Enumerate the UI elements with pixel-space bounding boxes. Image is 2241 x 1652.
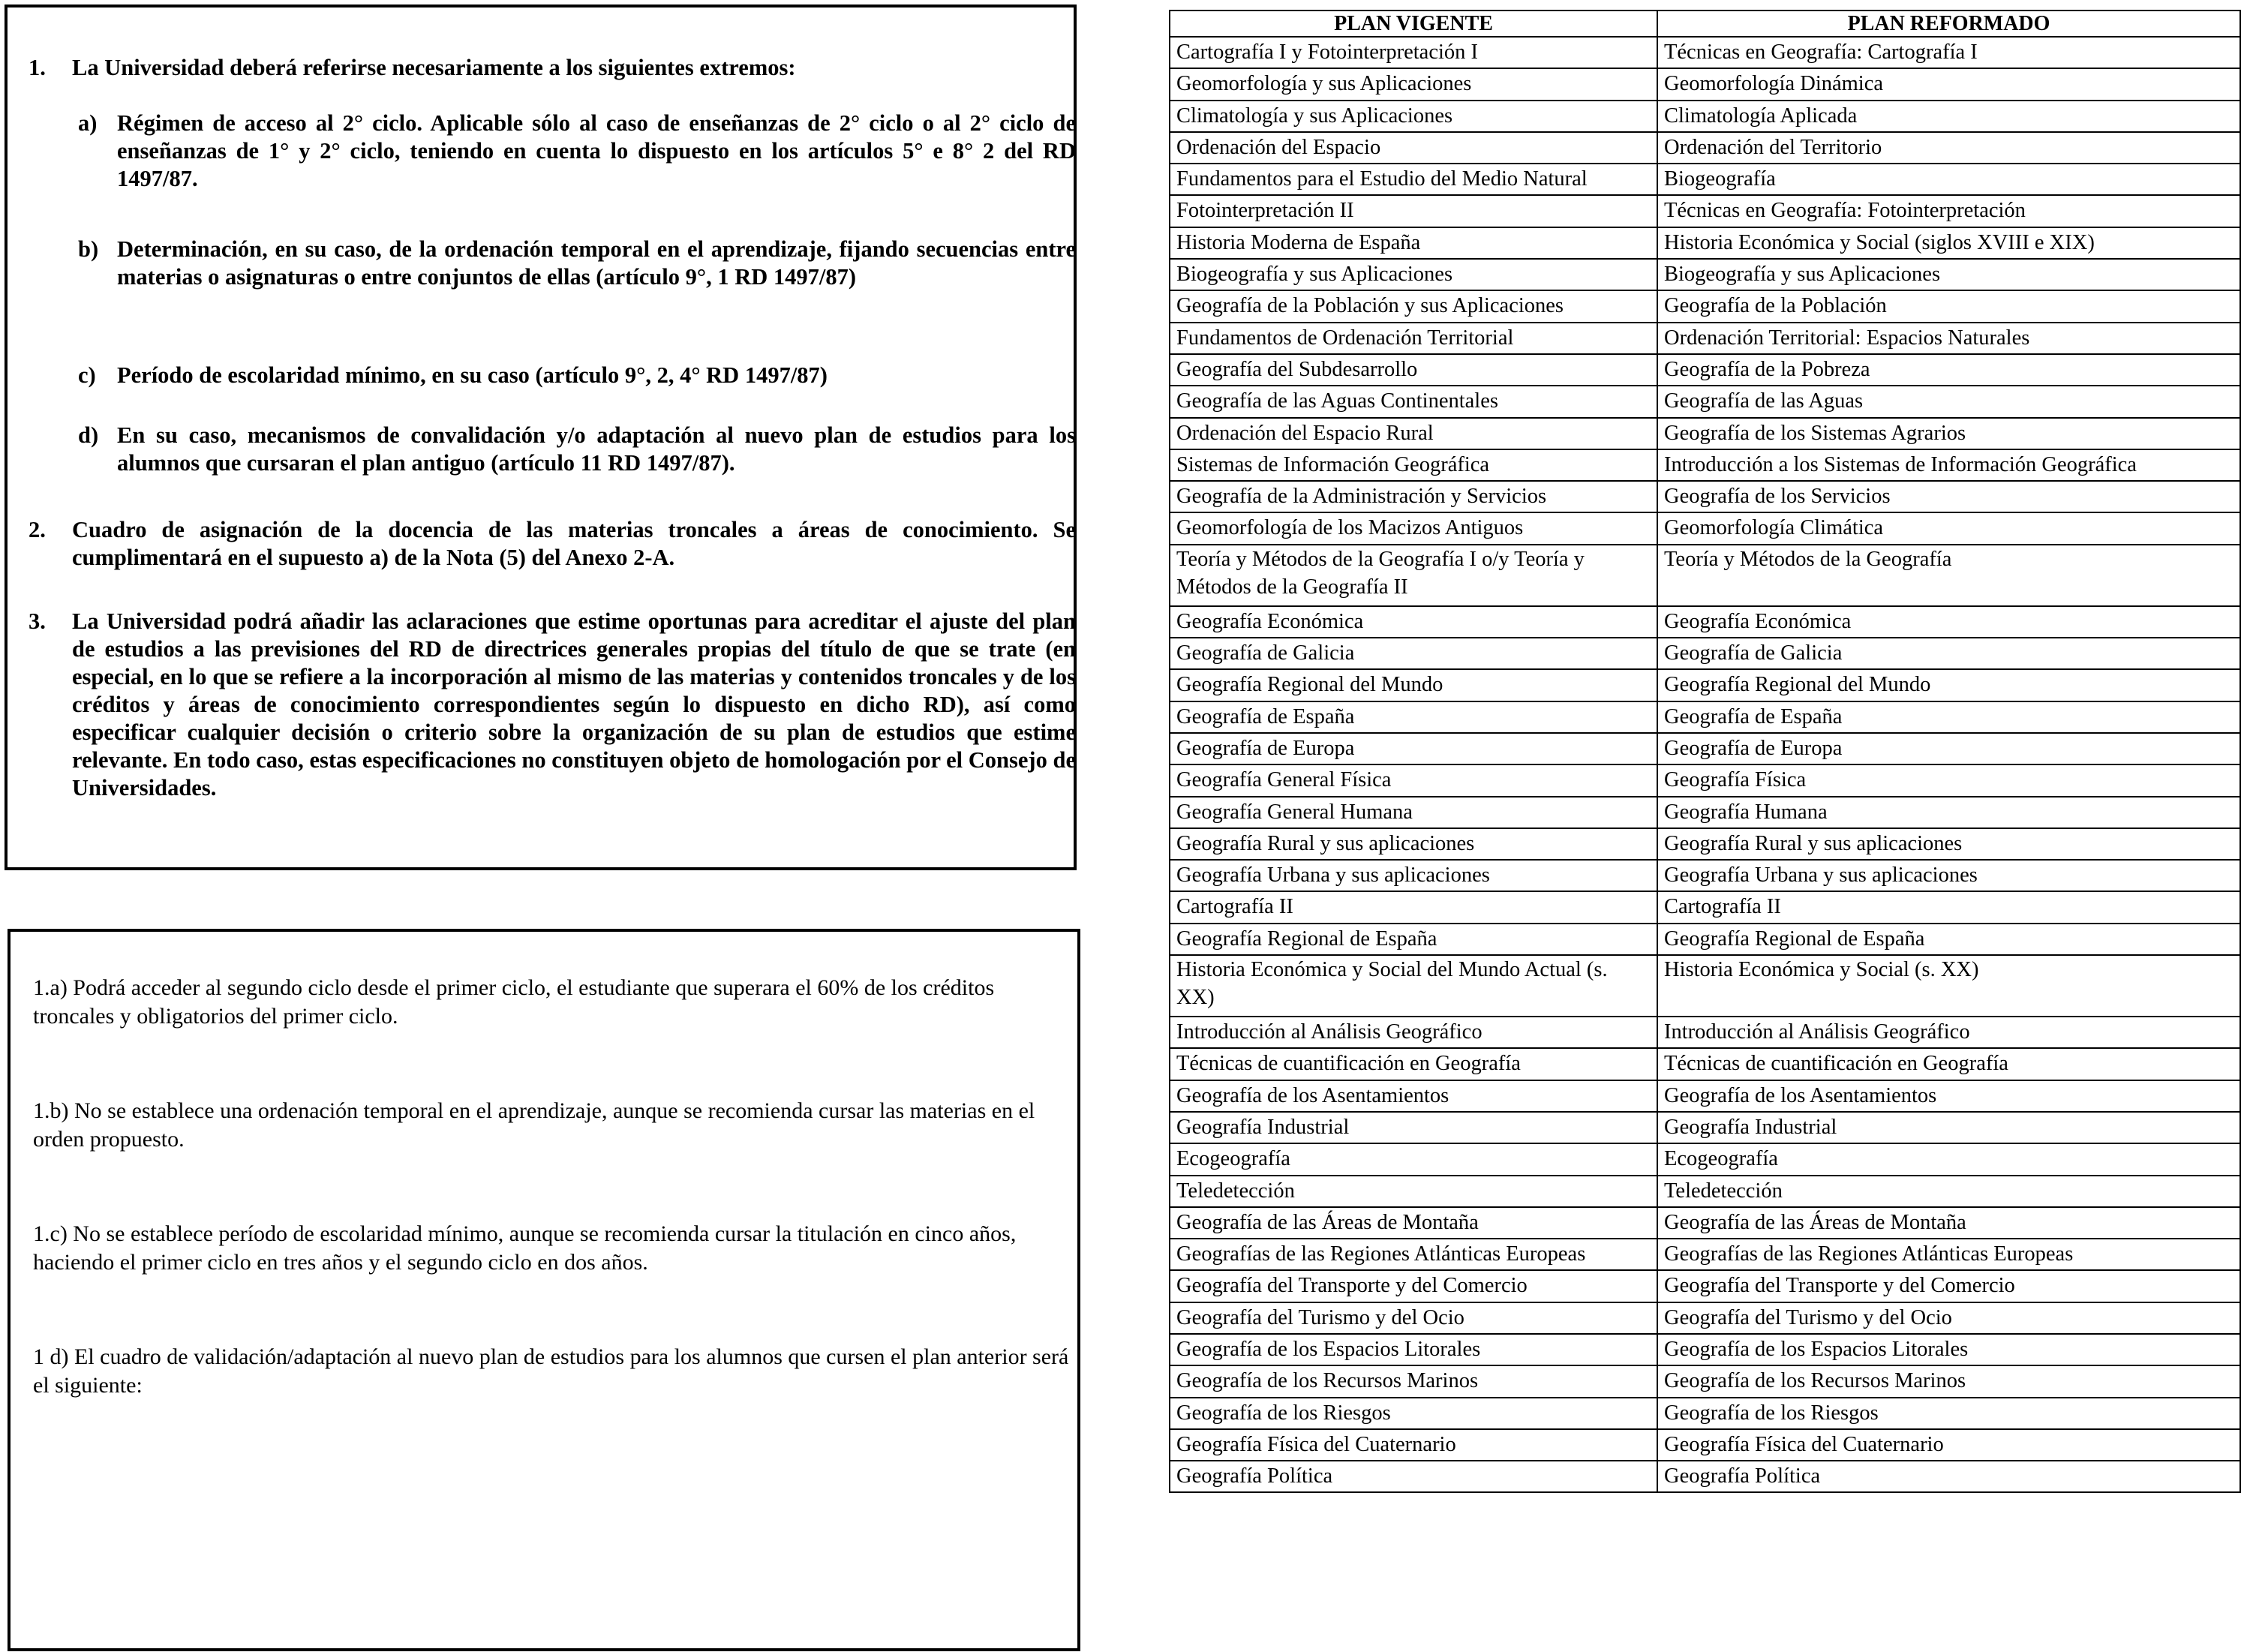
- instructions-box: [5, 5, 1077, 870]
- cell-plan-reformado: Ordenación del Territorio: [1657, 132, 2240, 164]
- cell-plan-vigente: Geomorfología y sus Aplicaciones: [1170, 68, 1657, 100]
- cell-plan-vigente: Geomorfología de los Macizos Antiguos: [1170, 512, 1657, 544]
- cell-plan-vigente: Sistemas de Información Geográfica: [1170, 449, 1657, 481]
- cell-plan-reformado: Técnicas de cuantificación en Geografía: [1657, 1048, 2240, 1080]
- cell-plan-vigente: Fotointerpretación II: [1170, 195, 1657, 227]
- item-text: Cuadro de asignación de la docencia de las materias troncales a áreas de conocimiento. Se cumplimentará en el supuesto a) de la Nota (5) del Anexo 2-A.: [72, 517, 1076, 570]
- table-row: [1170, 481, 2240, 512]
- cell-plan-reformado: Geografías de las Regiones Atlánticas Europeas: [1657, 1239, 2240, 1270]
- table-row: [1170, 132, 2240, 164]
- cell-plan-reformado: Geografía Política: [1657, 1461, 2240, 1492]
- answers-box: [8, 929, 1080, 1651]
- table-row: [1170, 638, 2240, 669]
- table-row: [1170, 449, 2240, 481]
- cell-plan-vigente: Geografía del Transporte y del Comercio: [1170, 1270, 1657, 1302]
- cell-plan-reformado: Geografía de las Áreas de Montaña: [1657, 1207, 2240, 1239]
- cell-plan-vigente: Fundamentos para el Estudio del Medio Natural: [1170, 164, 1657, 195]
- cell-plan-reformado: Geomorfología Dinámica: [1657, 68, 2240, 100]
- cell-plan-reformado: Geografía de los Sistemas Agrarios: [1657, 418, 2240, 449]
- table-row: [1170, 37, 2240, 68]
- cell-plan-reformado: Introducción al Análisis Geográfico: [1657, 1017, 2240, 1048]
- cell-plan-reformado: Geografía de los Recursos Marinos: [1657, 1365, 2240, 1397]
- table-row: [1170, 828, 2240, 860]
- item-number: b): [78, 236, 99, 262]
- cell-plan-vigente: Geografía Física del Cuaternario: [1170, 1429, 1657, 1461]
- cell-plan-vigente: Ecogeografía: [1170, 1143, 1657, 1175]
- cell-plan-vigente: Fundamentos de Ordenación Territorial: [1170, 323, 1657, 354]
- instruction-subitem-a: [18, 110, 1076, 193]
- table-body: [1170, 37, 2240, 1492]
- table-row: [1170, 1239, 2240, 1270]
- cell-plan-vigente: Geografía Económica: [1170, 606, 1657, 638]
- item-text: La Universidad podrá añadir las aclaraciones que estime oportunas para acreditar el ajuste del plan de estudios a las previsiones del RD de directrices generales propias del título de que se trate (en especial, en lo que se refiere a la incorporación al mismo de las materias y contenidos troncales y de los créditos y áreas de conocimiento correspondientes según lo dispuesto en dicho RD), así como especificar cualquier decisión o criterio sobre la organización de su plan de estudios que estime relevante. En todo caso, estas especificaciones no constituyen objeto de homologación por el Consejo de Universidades.: [72, 608, 1076, 800]
- table-row: [1170, 606, 2240, 638]
- cell-plan-vigente: Geografías de las Regiones Atlánticas Europeas: [1170, 1239, 1657, 1270]
- table-row: [1170, 891, 2240, 923]
- table-row: [1170, 860, 2240, 891]
- table-row: [1170, 259, 2240, 290]
- table-row: [1170, 1112, 2240, 1143]
- instruction-item-1: [18, 54, 1076, 82]
- table-row: [1170, 1048, 2240, 1080]
- cell-plan-vigente: Geografía de la Población y sus Aplicaciones: [1170, 290, 1657, 322]
- cell-plan-vigente: Cartografía I y Fotointerpretación I: [1170, 37, 1657, 68]
- cell-plan-reformado: Geografía de los Asentamientos: [1657, 1080, 2240, 1112]
- item-text: En su caso, mecanismos de convalidación y/o adaptación al nuevo plan de estudios para los alumnos que cursaran el plan antiguo (artículo 11 RD 1497/87).: [117, 422, 1076, 476]
- cell-plan-vigente: Geografía Industrial: [1170, 1112, 1657, 1143]
- answer-a: 1.a) Podrá acceder al segundo ciclo desde el primer ciclo, el estudiante que superara el 60% de los créditos troncales y obligatorios del primer ciclo.: [33, 975, 995, 1029]
- cell-plan-vigente: Geografía de los Espacios Litorales: [1170, 1334, 1657, 1365]
- cell-plan-vigente: Teledetección: [1170, 1176, 1657, 1207]
- cell-plan-reformado: Geografía de los Servicios: [1657, 481, 2240, 512]
- item-number: 2.: [29, 517, 46, 542]
- table-row: [1170, 1270, 2240, 1302]
- cell-plan-vigente: Geografía de los Asentamientos: [1170, 1080, 1657, 1112]
- table-row: [1170, 1398, 2240, 1429]
- header-plan-vigente: PLAN VIGENTE: [1170, 11, 1657, 37]
- convalidation-table: [1169, 10, 2241, 1493]
- cell-plan-reformado: Geomorfología Climática: [1657, 512, 2240, 544]
- cell-plan-reformado: Teoría y Métodos de la Geografía: [1657, 545, 2240, 606]
- table-row: [1170, 545, 2240, 606]
- cell-plan-reformado: Geografía del Turismo y del Ocio: [1657, 1302, 2240, 1334]
- cell-plan-vigente: Climatología y sus Aplicaciones: [1170, 101, 1657, 132]
- cell-plan-reformado: Biogeografía: [1657, 164, 2240, 195]
- cell-plan-reformado: Ordenación Territorial: Espacios Naturales: [1657, 323, 2240, 354]
- cell-plan-reformado: Geografía Regional del Mundo: [1657, 669, 2240, 701]
- cell-plan-vigente: Geografía de las Áreas de Montaña: [1170, 1207, 1657, 1239]
- table-row: [1170, 669, 2240, 701]
- table-row: [1170, 386, 2240, 417]
- cell-plan-vigente: Ordenación del Espacio Rural: [1170, 418, 1657, 449]
- table-row: [1170, 701, 2240, 733]
- answer-c: 1.c) No se establece período de escolaridad mínimo, aunque se recomienda cursar la titulación en cinco años, haciendo el primer ciclo en tres años y el segundo ciclo en dos años.: [33, 1221, 1017, 1275]
- cell-plan-vigente: Geografía de Galicia: [1170, 638, 1657, 669]
- table-row: [1170, 68, 2240, 100]
- cell-plan-reformado: Geografía de la Población: [1657, 290, 2240, 322]
- cell-plan-reformado: Geografía de Europa: [1657, 733, 2240, 764]
- instruction-subitem-d: [18, 422, 1076, 477]
- table-row: [1170, 323, 2240, 354]
- table-row: [1170, 101, 2240, 132]
- cell-plan-reformado: Geografía de Galicia: [1657, 638, 2240, 669]
- answer-b: 1.b) No se establece una ordenación temporal en el aprendizaje, aunque se recomienda cursar las materias en el orden propuesto.: [33, 1098, 1035, 1152]
- table-row: [1170, 354, 2240, 386]
- table-row: [1170, 1207, 2240, 1239]
- cell-plan-reformado: Historia Económica y Social (siglos XVIII e XIX): [1657, 227, 2240, 259]
- cell-plan-vigente: Ordenación del Espacio: [1170, 132, 1657, 164]
- table-row: [1170, 1143, 2240, 1175]
- cell-plan-vigente: Geografía de las Aguas Continentales: [1170, 386, 1657, 417]
- header-plan-reformado: PLAN REFORMADO: [1657, 11, 2240, 37]
- cell-plan-reformado: Geografía de España: [1657, 701, 2240, 733]
- table-row: [1170, 164, 2240, 195]
- cell-plan-vigente: Geografía de Europa: [1170, 733, 1657, 764]
- instruction-item-2: [18, 516, 1076, 572]
- item-number: a): [78, 110, 98, 136]
- cell-plan-reformado: Geografía de los Riesgos: [1657, 1398, 2240, 1429]
- cell-plan-reformado: Geografía Física del Cuaternario: [1657, 1429, 2240, 1461]
- table-row: [1170, 227, 2240, 259]
- item-number: d): [78, 422, 99, 448]
- table-row: [1170, 733, 2240, 764]
- table-row: [1170, 1302, 2240, 1334]
- table-row: [1170, 955, 2240, 1017]
- item-text: Determinación, en su caso, de la ordenación temporal en el aprendizaje, fijando secuencias entre materias o asignaturas o entre conjuntos de ellas (artículo 9°, 1 RD 1497/87): [117, 236, 1076, 290]
- cell-plan-reformado: Geografía Económica: [1657, 606, 2240, 638]
- cell-plan-reformado: Geografía de los Espacios Litorales: [1657, 1334, 2240, 1365]
- answer-d: 1 d) El cuadro de validación/adaptación al nuevo plan de estudios para los alumnos que cursen el plan anterior será el siguiente:: [33, 1344, 1069, 1398]
- cell-plan-vigente: Geografía General Física: [1170, 764, 1657, 796]
- cell-plan-vigente: Geografía de España: [1170, 701, 1657, 733]
- cell-plan-vigente: Geografía Regional de España: [1170, 924, 1657, 955]
- cell-plan-vigente: Geografía General Humana: [1170, 797, 1657, 828]
- item-text: Período de escolaridad mínimo, en su caso (artículo 9°, 2, 4° RD 1497/87): [117, 362, 828, 388]
- item-text: Régimen de acceso al 2° ciclo. Aplicable sólo al caso de enseñanzas de 2° ciclo o al 2° ciclo de enseñanzas de 1° y 2° ciclo, teniendo en cuenta lo dispuesto en los artículos 5° e 8° 2 del RD 1497/87.: [117, 110, 1076, 191]
- table-row: [1170, 1429, 2240, 1461]
- cell-plan-reformado: Climatología Aplicada: [1657, 101, 2240, 132]
- cell-plan-reformado: Introducción a los Sistemas de Información Geográfica: [1657, 449, 2240, 481]
- cell-plan-reformado: Historia Económica y Social (s. XX): [1657, 955, 2240, 1017]
- cell-plan-reformado: Biogeografía y sus Aplicaciones: [1657, 259, 2240, 290]
- item-number: c): [78, 362, 96, 388]
- cell-plan-vigente: Teoría y Métodos de la Geografía I o/y Teoría y Métodos de la Geografía II: [1170, 545, 1657, 606]
- item-text: La Universidad deberá referirse necesariamente a los siguientes extremos:: [72, 55, 796, 80]
- instruction-subitem-c: [18, 362, 1076, 389]
- item-number: 3.: [29, 608, 46, 634]
- table-row: [1170, 1080, 2240, 1112]
- cell-plan-vigente: Biogeografía y sus Aplicaciones: [1170, 259, 1657, 290]
- table-row: [1170, 924, 2240, 955]
- cell-plan-vigente: Geografía Política: [1170, 1461, 1657, 1492]
- table-row: [1170, 418, 2240, 449]
- cell-plan-reformado: Ecogeografía: [1657, 1143, 2240, 1175]
- cell-plan-reformado: Geografía Física: [1657, 764, 2240, 796]
- cell-plan-reformado: Geografía Humana: [1657, 797, 2240, 828]
- table-header-row: [1170, 11, 2240, 37]
- cell-plan-reformado: Geografía de la Pobreza: [1657, 354, 2240, 386]
- table-row: [1170, 1365, 2240, 1397]
- cell-plan-vigente: Historia Moderna de España: [1170, 227, 1657, 259]
- cell-plan-reformado: Geografía de las Aguas: [1657, 386, 2240, 417]
- cell-plan-vigente: Geografía de los Recursos Marinos: [1170, 1365, 1657, 1397]
- cell-plan-vigente: Geografía Urbana y sus aplicaciones: [1170, 860, 1657, 891]
- table-row: [1170, 1176, 2240, 1207]
- cell-plan-vigente: Historia Económica y Social del Mundo Actual (s. XX): [1170, 955, 1657, 1017]
- cell-plan-reformado: Geografía del Transporte y del Comercio: [1657, 1270, 2240, 1302]
- table-row: [1170, 1334, 2240, 1365]
- table-row: [1170, 1461, 2240, 1492]
- cell-plan-vigente: Técnicas de cuantificación en Geografía: [1170, 1048, 1657, 1080]
- instruction-item-3: [18, 608, 1076, 802]
- table-row: [1170, 797, 2240, 828]
- item-number: 1.: [29, 55, 46, 80]
- table-row: [1170, 512, 2240, 544]
- cell-plan-reformado: Cartografía II: [1657, 891, 2240, 923]
- cell-plan-vigente: Geografía Rural y sus aplicaciones: [1170, 828, 1657, 860]
- instruction-subitem-b: [18, 236, 1076, 291]
- cell-plan-vigente: Geografía de los Riesgos: [1170, 1398, 1657, 1429]
- table-row: [1170, 195, 2240, 227]
- cell-plan-reformado: Geografía Rural y sus aplicaciones: [1657, 828, 2240, 860]
- cell-plan-vigente: Geografía del Subdesarrollo: [1170, 354, 1657, 386]
- cell-plan-reformado: Técnicas en Geografía: Fotointerpretación: [1657, 195, 2240, 227]
- table-row: [1170, 1017, 2240, 1048]
- cell-plan-reformado: Geografía Urbana y sus aplicaciones: [1657, 860, 2240, 891]
- cell-plan-vigente: Geografía del Turismo y del Ocio: [1170, 1302, 1657, 1334]
- cell-plan-reformado: Teledetección: [1657, 1176, 2240, 1207]
- cell-plan-vigente: Introducción al Análisis Geográfico: [1170, 1017, 1657, 1048]
- cell-plan-vigente: Cartografía II: [1170, 891, 1657, 923]
- cell-plan-vigente: Geografía de la Administración y Servicios: [1170, 481, 1657, 512]
- cell-plan-reformado: Geografía Regional de España: [1657, 924, 2240, 955]
- cell-plan-reformado: Geografía Industrial: [1657, 1112, 2240, 1143]
- table-row: [1170, 290, 2240, 322]
- table-row: [1170, 764, 2240, 796]
- cell-plan-reformado: Técnicas en Geografía: Cartografía I: [1657, 37, 2240, 68]
- cell-plan-vigente: Geografía Regional del Mundo: [1170, 669, 1657, 701]
